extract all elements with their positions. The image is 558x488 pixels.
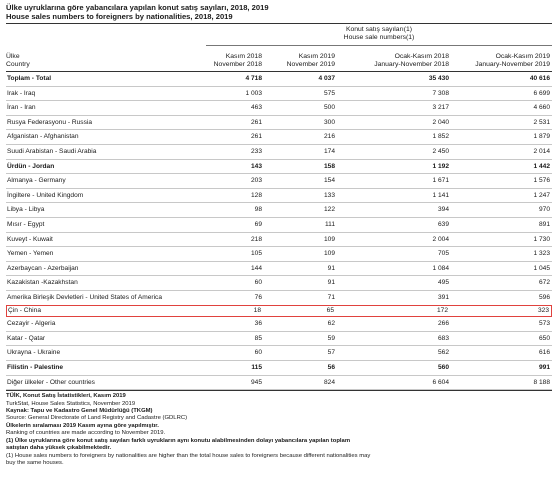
value-cell: 1 247 [533, 191, 550, 199]
column-header-en: November 2018 [213, 61, 262, 68]
country-name: Filistin - Palestine [7, 364, 64, 372]
value-cell: 1 084 [432, 264, 449, 272]
value-cell: 233 [250, 147, 262, 155]
country-header-tr: Ülke [6, 53, 20, 60]
table-row [6, 87, 552, 102]
country-name: Almanya - Germany [7, 177, 66, 185]
column-header-en: November 2019 [286, 61, 335, 68]
value-cell: 3 217 [432, 104, 449, 112]
footnote-source-stat-en: TurkStat, House Sales Statistics, November 2019 [6, 400, 136, 407]
value-cell: 56 [327, 364, 335, 372]
column-header-tr: Kasım 2019 [298, 53, 335, 60]
country-name: Azerbaycan - Azerbaijan [7, 264, 79, 272]
value-cell: 1 879 [533, 133, 550, 141]
value-cell: 105 [250, 250, 262, 258]
value-cell: 560 [437, 364, 449, 372]
table-row [6, 291, 552, 306]
value-cell: 616 [538, 349, 550, 357]
table-row [6, 332, 552, 347]
column-group-header [206, 26, 552, 46]
value-cell: 573 [538, 320, 550, 328]
table-row [6, 376, 552, 391]
country-name: Irak - Iraq [7, 89, 36, 97]
value-cell: 40 616 [529, 75, 550, 82]
country-name: Kuveyt - Kuwait [7, 235, 53, 243]
value-cell: 672 [538, 279, 550, 287]
country-name: Toplam - Total [7, 75, 52, 82]
table-row [6, 174, 552, 189]
value-cell: 203 [250, 177, 262, 185]
column-header-tr: Kasım 2018 [225, 53, 262, 60]
value-cell: 98 [254, 206, 262, 214]
table-row [6, 346, 552, 361]
country-name: Afganistan - Afghanistan [7, 133, 79, 141]
value-cell: 122 [323, 206, 335, 214]
value-cell: 463 [250, 104, 262, 112]
table-row [6, 145, 552, 160]
value-cell: 2 450 [432, 147, 449, 155]
value-cell: 174 [323, 147, 335, 155]
country-name: Rusya Federasyonu - Russia [7, 118, 93, 126]
value-cell: 6 699 [533, 89, 550, 97]
value-cell: 18 [253, 306, 261, 314]
value-cell: 562 [437, 349, 449, 357]
footnote-note1-en-b: buy the same houses. [6, 459, 64, 466]
value-cell: 69 [254, 220, 262, 228]
value-cell: 158 [323, 162, 335, 170]
value-cell: 60 [254, 279, 262, 287]
country-name: Yemen - Yemen [7, 250, 54, 258]
value-cell: 128 [250, 191, 262, 199]
value-cell: 172 [436, 306, 448, 314]
value-cell: 62 [327, 320, 335, 328]
table-row [6, 160, 552, 175]
table-row [6, 218, 552, 233]
value-cell: 91 [327, 279, 335, 287]
footnote-source-stat: TÜİK, Konut Satış İstatistikleri, Kasım 2019 [6, 393, 126, 400]
table-row [6, 262, 552, 277]
value-cell: 65 [326, 306, 334, 314]
table-row [6, 130, 552, 145]
value-cell: 1 442 [533, 162, 550, 170]
column-header-nov-2018 [214, 53, 262, 69]
table-row [6, 101, 552, 116]
value-cell: 261 [250, 133, 262, 141]
value-cell: 1 003 [245, 89, 262, 97]
value-cell: 1 852 [432, 133, 449, 141]
value-cell: 111 [324, 220, 335, 228]
value-cell: 59 [327, 334, 335, 342]
table-row [6, 305, 552, 318]
value-cell: 91 [327, 264, 335, 272]
country-name: Diğer ülkeler - Other countries [7, 378, 95, 386]
value-cell: 891 [538, 220, 550, 228]
value-cell: 500 [323, 104, 335, 112]
footnote-note1-tr-a: (1) Ülke uyruklarına göre konut satış sayıları farklı uyrukların aynı konutu alabilmesinden dolayı yabancılara yapılan toplam [6, 437, 351, 444]
value-cell: 323 [537, 306, 549, 314]
value-cell: 394 [437, 206, 449, 214]
country-name: Katar - Qatar [7, 334, 46, 342]
table-title: Ülke uyruklarına göre yabancılara yapılan konut satış sayıları, 2018, 2019 [6, 3, 269, 12]
value-cell: 85 [254, 334, 262, 342]
value-cell: 1 323 [533, 250, 550, 258]
country-name: Suudi Arabistan - Saudi Arabia [7, 147, 97, 155]
value-cell: 596 [538, 293, 550, 301]
country-name: Çin - China [8, 306, 41, 314]
value-cell: 991 [538, 364, 550, 372]
value-cell: 1 045 [533, 264, 550, 272]
value-cell: 2 004 [432, 235, 449, 243]
value-cell: 300 [323, 118, 335, 126]
table-header [6, 23, 552, 72]
value-cell: 4 037 [318, 75, 335, 82]
footnote-source-label-en: Source: General Directorate of Land Registry and Cadastre (GDLRC) [6, 415, 188, 422]
table-row [6, 317, 552, 332]
value-cell: 109 [323, 235, 335, 243]
value-cell: 4 660 [533, 104, 550, 112]
value-cell: 1 141 [432, 191, 449, 199]
value-cell: 57 [327, 349, 335, 357]
value-cell: 2 531 [533, 118, 550, 126]
country-name: Mısır - Egypt [7, 220, 45, 228]
table-row [6, 276, 552, 291]
value-cell: 109 [323, 250, 335, 258]
country-name: İngiltere - United Kingdom [7, 191, 84, 199]
value-cell: 2 014 [533, 147, 550, 155]
group-title-tr: Konut satış sayıları(1) [345, 26, 413, 33]
footnote-source-label: Kaynak: Tapu ve Kadastro Genel Müdürlüğü (TKGM) [6, 408, 153, 415]
table-row [6, 116, 552, 131]
table-subtitle: House sales numbers to foreigners by nationalities, 2018, 2019 [6, 12, 233, 21]
value-cell: 154 [323, 177, 335, 185]
country-name: Cezayir - Algeria [7, 320, 56, 328]
value-cell: 945 [250, 378, 262, 386]
value-cell: 824 [323, 378, 335, 386]
country-name: İran - Iran [7, 104, 36, 112]
country-name: Libya - Libya [7, 206, 45, 214]
table-body [6, 72, 552, 390]
value-cell: 1 192 [432, 162, 449, 170]
country-column-header [6, 53, 30, 69]
value-cell: 143 [250, 162, 262, 170]
footnote-note1-tr-b: satıştan daha yüksek çıkabilmektedir. [6, 445, 112, 452]
column-header-jan-nov-2018 [374, 53, 449, 69]
group-title-en: House sale numbers(1) [343, 34, 415, 41]
value-cell: 6 604 [432, 378, 449, 386]
table-row [6, 233, 552, 248]
footnote-note1-en-a: (1) House sales numbers to foreigners by nationalities are higher than the total house sales to foreigners because different nationalities may [6, 452, 371, 459]
value-cell: 1 576 [533, 177, 550, 185]
footnote-ranking: Ülkelerin sıralaması 2019 Kasım ayına göre yapılmıştır. [6, 422, 159, 429]
column-header-en: January-November 2019 [475, 61, 550, 68]
country-name: Amerika Birleşik Devletleri - United States of America [7, 293, 163, 301]
table-row [6, 361, 552, 376]
value-cell: 144 [250, 264, 262, 272]
value-cell: 391 [437, 293, 449, 301]
value-cell: 218 [250, 235, 262, 243]
table-row [6, 189, 552, 204]
column-header-tr: Ocak-Kasım 2018 [394, 53, 449, 60]
value-cell: 266 [437, 320, 449, 328]
value-cell: 115 [251, 364, 262, 372]
value-cell: 8 188 [533, 378, 550, 386]
column-header-tr: Ocak-Kasım 2019 [495, 53, 550, 60]
value-cell: 7 308 [432, 89, 449, 97]
value-cell: 705 [437, 250, 449, 258]
value-cell: 76 [254, 293, 262, 301]
value-cell: 71 [327, 293, 335, 301]
value-cell: 495 [437, 279, 449, 287]
country-header-en: Country [6, 61, 30, 68]
column-header-jan-nov-2019 [475, 53, 550, 69]
table-row [6, 203, 552, 218]
footnotes [6, 390, 552, 467]
table-row [6, 247, 552, 262]
value-cell: 1 730 [533, 235, 550, 243]
value-cell: 575 [323, 89, 335, 97]
column-header-en: January-November 2018 [374, 61, 449, 68]
value-cell: 60 [254, 349, 262, 357]
country-name: Ürdün - Jordan [7, 162, 55, 170]
value-cell: 36 [254, 320, 262, 328]
country-name: Ukrayna - Ukraine [7, 349, 61, 357]
value-cell: 1 671 [432, 177, 449, 185]
value-cell: 650 [538, 334, 550, 342]
table-row [6, 72, 552, 87]
value-cell: 639 [437, 220, 449, 228]
value-cell: 4 718 [245, 75, 262, 82]
country-name: Kazakistan -Kazakhstan [7, 279, 78, 287]
column-header-nov-2019 [287, 53, 335, 69]
value-cell: 683 [437, 334, 449, 342]
value-cell: 2 040 [432, 118, 449, 126]
value-cell: 35 430 [428, 75, 449, 82]
value-cell: 970 [538, 206, 550, 214]
footnote-ranking-en: Ranking of countries are made according to November 2019. [6, 430, 166, 437]
value-cell: 261 [250, 118, 262, 126]
value-cell: 133 [323, 191, 335, 199]
value-cell: 216 [323, 133, 335, 141]
